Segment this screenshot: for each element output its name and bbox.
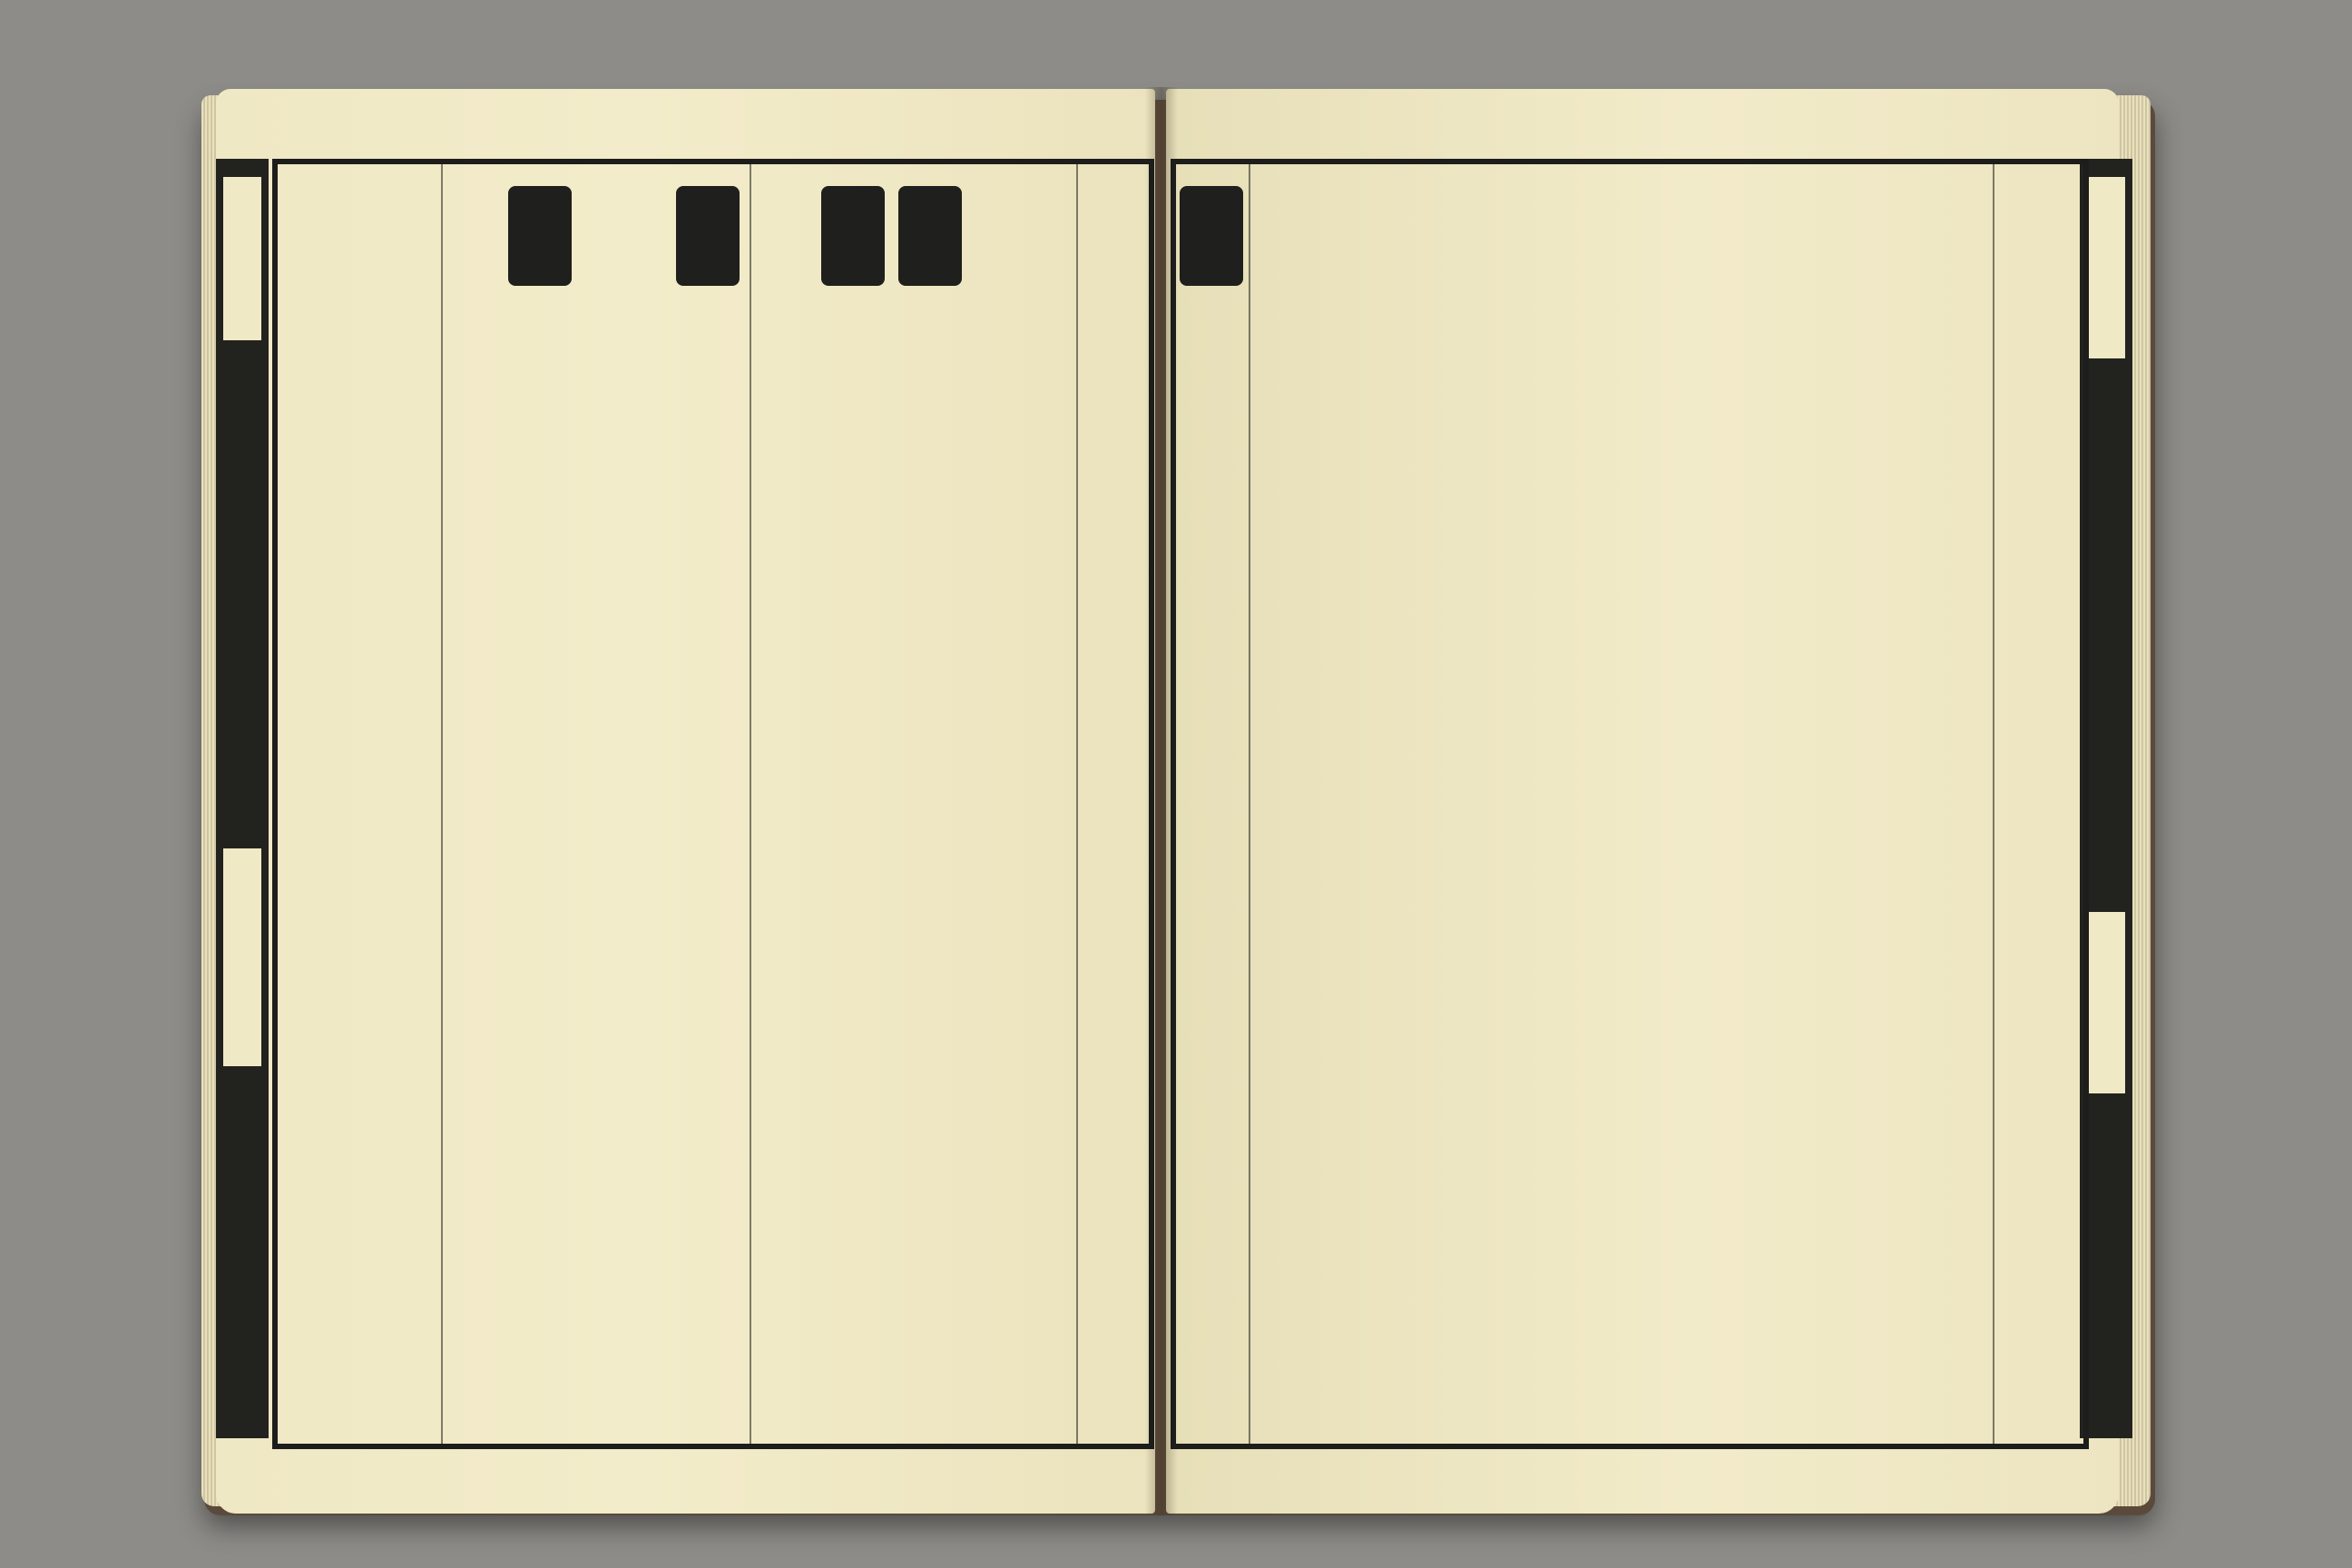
section-label-box	[898, 186, 962, 286]
section-label-box	[821, 186, 885, 286]
section-label-box	[508, 186, 572, 286]
left-margin-strip	[216, 159, 269, 1438]
section-label-box	[1180, 186, 1243, 286]
right-margin-label-top	[2087, 177, 2125, 358]
section-label-box	[676, 186, 740, 286]
column-rule	[441, 164, 443, 1444]
column-rule	[1993, 164, 1994, 1444]
left-margin-label-top	[223, 177, 261, 340]
column-rule	[750, 164, 751, 1444]
left-margin-label-bottom	[223, 848, 261, 1066]
right-text-frame	[1171, 159, 2089, 1449]
right-margin-label-bottom	[2087, 912, 2125, 1093]
column-rule	[1076, 164, 1078, 1444]
column-rule	[1249, 164, 1250, 1444]
left-text-frame	[272, 159, 1154, 1449]
